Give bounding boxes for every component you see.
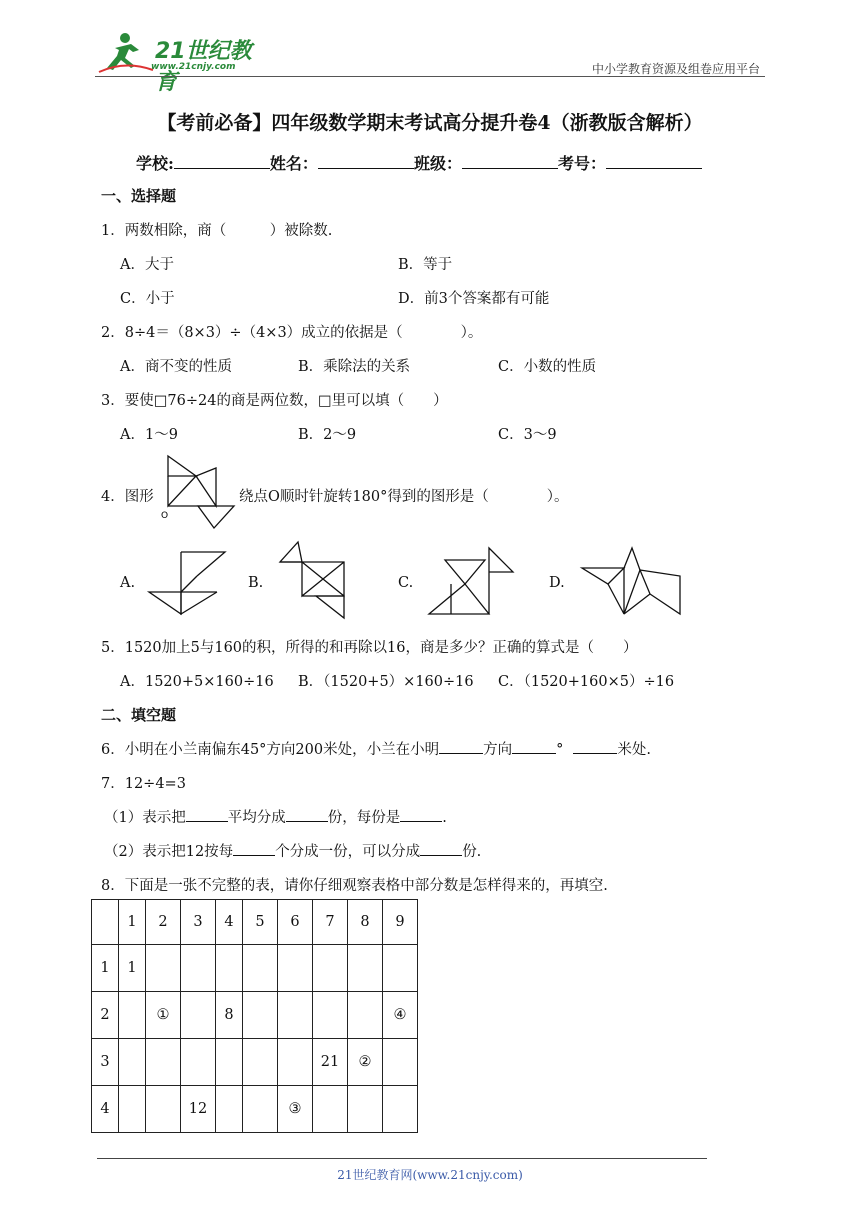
table-cell	[146, 1086, 181, 1133]
q6-blank-distance[interactable]	[573, 739, 617, 754]
table-cell	[313, 992, 348, 1039]
q7-sub2-blank2[interactable]	[420, 841, 462, 856]
table-row	[92, 1039, 418, 1086]
table-cell	[146, 1039, 181, 1086]
table-cell: ④	[383, 992, 418, 1039]
table-cell	[92, 900, 119, 945]
table-cell	[313, 945, 348, 992]
q6-text	[101, 738, 651, 759]
q3-option-b: B．2～9	[298, 427, 357, 443]
table-row	[92, 945, 418, 992]
table-cell: 3	[92, 1039, 119, 1086]
q7-sub1-part2: 平均分成	[227, 810, 286, 826]
q7-text: 7．12÷4=3	[101, 776, 186, 792]
school-field[interactable]	[174, 154, 270, 169]
q1-option-a: A．大于	[120, 257, 174, 273]
table-cell: 3	[181, 900, 216, 945]
table-cell	[348, 945, 383, 992]
table-cell	[243, 992, 278, 1039]
q7-sub1-blank2[interactable]	[286, 807, 328, 822]
q4-point-o-label: O	[161, 511, 169, 521]
q4-option-a-label: A.	[120, 575, 136, 591]
student-info	[136, 151, 702, 174]
section-choice-title: 一、选择题	[101, 187, 177, 205]
q1-option-b: B．等于	[398, 257, 453, 273]
table-cell	[278, 1039, 313, 1086]
school-label: 学校:	[136, 154, 174, 173]
table-cell	[119, 992, 146, 1039]
q8-table	[91, 899, 418, 1133]
table-cell	[278, 945, 313, 992]
footer-text: 21世纪教育网(www.21cnjy.com)	[337, 1168, 523, 1182]
table-cell	[243, 1039, 278, 1086]
q7-sub1-part1: （1）表示把	[104, 810, 186, 826]
q5-option-a: A．1520+5×160÷16	[120, 674, 274, 690]
q5-text: 5．1520加上5与160的积，所得的和再除以16，商是多少？正确的算式是（ ）	[101, 640, 638, 656]
class-field[interactable]	[462, 154, 558, 169]
table-row	[92, 1086, 418, 1133]
q4-original-figure	[158, 452, 238, 532]
header-divider	[95, 76, 765, 77]
runner-logo-icon	[95, 30, 155, 78]
q4-option-d-figure[interactable]	[576, 540, 686, 622]
table-cell	[348, 992, 383, 1039]
table-cell: 8	[216, 992, 243, 1039]
page-title: 【考前必备】四年级数学期末考试高分提升卷4（浙教版含解析）	[157, 112, 703, 134]
q4-option-b-label: B.	[248, 575, 264, 591]
table-cell	[313, 1086, 348, 1133]
name-field[interactable]	[318, 154, 414, 169]
table-cell: 7	[313, 900, 348, 945]
logo-text: 21世纪教育	[155, 39, 252, 95]
q2-option-a: A．商不变的性质	[120, 359, 232, 375]
q4-option-a-figure[interactable]	[145, 548, 230, 618]
table-cell: 1	[119, 945, 146, 992]
q7-sub2-part1: （2）表示把12按每	[104, 844, 234, 860]
q4-option-c-label: C.	[398, 575, 414, 591]
site-logo	[95, 30, 260, 95]
table-cell: 5	[243, 900, 278, 945]
table-cell: 8	[348, 900, 383, 945]
class-label: 班级：	[413, 154, 462, 173]
table-cell	[243, 1086, 278, 1133]
table-row	[92, 900, 418, 945]
table-cell	[216, 1039, 243, 1086]
q4-option-c-figure[interactable]	[425, 542, 520, 620]
number-label: 考号：	[557, 154, 606, 173]
q4-text-post: 绕点O顺时针旋转180°得到的图形是（ ）。	[239, 489, 569, 505]
q6-part2: 方向	[483, 742, 513, 758]
q4-text-pre: 4．图形	[101, 489, 154, 505]
q6-blank-angle[interactable]	[512, 739, 556, 754]
q1-option-d: D．前3个答案都有可能	[398, 291, 550, 307]
table-cell	[383, 945, 418, 992]
q6-part1: 6．小明在小兰南偏东45°方向200米处，小兰在小明	[101, 742, 440, 758]
q6-part3: °	[556, 742, 564, 758]
q8-text: 8．下面是一张不完整的表，请你仔细观察表格中部分数是怎样得来的，再填空.	[101, 878, 608, 894]
table-cell	[383, 1039, 418, 1086]
table-cell	[119, 1039, 146, 1086]
q7-sub2-blank1[interactable]	[233, 841, 275, 856]
q7-sub2-part3: 份.	[462, 844, 482, 860]
q7-sub2-part2: 个分成一份，可以分成	[275, 844, 421, 860]
table-cell	[181, 1039, 216, 1086]
table-cell: 4	[216, 900, 243, 945]
q6-part4: 米处.	[617, 742, 651, 758]
logo-url: www.21cnjy.com	[151, 62, 236, 72]
name-label: 姓名：	[269, 154, 318, 173]
q1-option-c: C．小于	[120, 291, 175, 307]
q1-text: 1．两数相除，商（ ）被除数.	[101, 223, 333, 239]
table-cell	[181, 945, 216, 992]
section-fill-title: 二、填空题	[101, 706, 177, 724]
table-cell: ②	[348, 1039, 383, 1086]
table-cell: 9	[383, 900, 418, 945]
footer-divider	[97, 1158, 707, 1159]
table-cell: 4	[92, 1086, 119, 1133]
platform-text: 中小学教育资源及组卷应用平台	[591, 62, 760, 76]
q2-option-b: B．乘除法的关系	[298, 359, 411, 375]
q4-option-b-figure[interactable]	[272, 540, 352, 622]
q3-text: 3．要使□76÷24的商是两位数，□里可以填（ ）	[101, 393, 448, 409]
q7-sub1	[104, 806, 447, 827]
q4-option-d-label: D.	[549, 575, 565, 591]
q3-option-a: A．1～9	[120, 427, 178, 443]
table-cell: 2	[146, 900, 181, 945]
table-cell	[243, 945, 278, 992]
q7-sub1-part4: .	[442, 810, 447, 826]
q3-option-c: C．3～9	[498, 427, 557, 443]
table-cell	[278, 992, 313, 1039]
q5-option-b: B．（1520+5）×160÷16	[298, 674, 474, 690]
q2-option-c: C．小数的性质	[498, 359, 597, 375]
table-cell: 1	[119, 900, 146, 945]
table-cell: 1	[92, 945, 119, 992]
q5-option-c: C．（1520+160×5）÷16	[498, 674, 675, 690]
table-cell	[181, 992, 216, 1039]
table-cell	[216, 945, 243, 992]
table-cell: 2	[92, 992, 119, 1039]
table-cell: 21	[313, 1039, 348, 1086]
table-cell: 12	[181, 1086, 216, 1133]
table-cell	[383, 1086, 418, 1133]
q7-sub1-part3: 份，每份是	[327, 810, 401, 826]
q7-sub1-blank1[interactable]	[186, 807, 228, 822]
table-cell: ①	[146, 992, 181, 1039]
table-cell: ③	[278, 1086, 313, 1133]
table-cell	[216, 1086, 243, 1133]
table-cell	[119, 1086, 146, 1133]
table-row	[92, 992, 418, 1039]
q7-sub2	[104, 840, 481, 861]
table-cell: 6	[278, 900, 313, 945]
table-cell	[348, 1086, 383, 1133]
q2-text: 2．8÷4＝（8×3）÷（4×3）成立的依据是（ ）。	[101, 325, 483, 341]
table-cell	[146, 945, 181, 992]
number-field[interactable]	[606, 154, 702, 169]
q7-sub1-blank3[interactable]	[400, 807, 442, 822]
q6-blank-direction[interactable]	[439, 739, 483, 754]
